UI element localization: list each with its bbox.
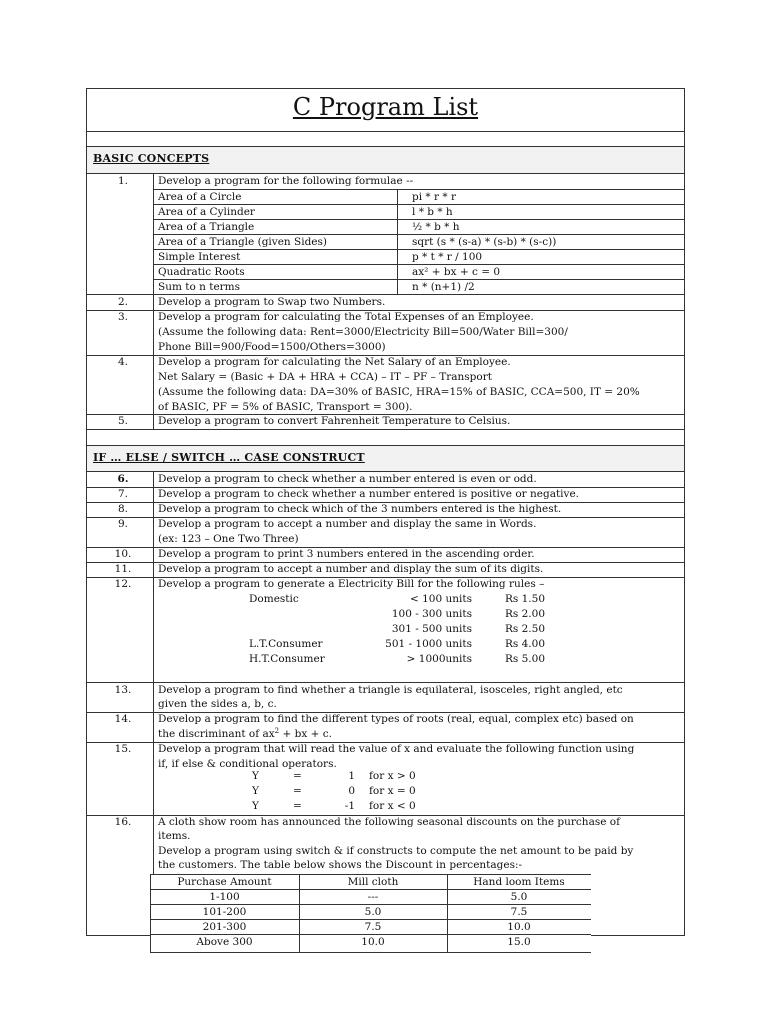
table-header-cell: Purchase Amount — [177, 876, 272, 888]
electricity-rate: Rs 2.00 — [505, 608, 546, 620]
item-text: Develop a program to Swap two Numbers. — [158, 296, 386, 308]
item-number: 15. — [114, 743, 132, 755]
table-cell: 7.5 — [364, 921, 382, 933]
rule — [87, 429, 684, 430]
table-header-cell: Hand loom Items — [473, 876, 565, 888]
function-lhs: Y — [252, 785, 259, 797]
item-number: 10. — [114, 548, 132, 560]
function-eq: = — [293, 785, 302, 797]
item-text: Develop a program to check whether a number entered is positive or negative. — [158, 488, 580, 500]
item-text: Develop a program for the following formulae -- — [158, 175, 414, 187]
item-number: 16. — [114, 816, 132, 828]
item-number: 6. — [117, 473, 129, 485]
item-text: given the sides a, b, c. — [158, 698, 277, 710]
formula-expression: n * (n+1) /2 — [412, 281, 475, 293]
formula-name: Sum to n terms — [158, 281, 241, 293]
item-number: 7. — [117, 488, 129, 500]
table-cell: 201-300 — [202, 921, 247, 933]
item-text: Develop a program to accept a number and display the sum of its digits. — [158, 563, 544, 575]
function-eq: = — [293, 770, 302, 782]
table-cell: --- — [367, 891, 379, 903]
document-page — [86, 88, 685, 936]
table-cell: 7.5 — [510, 906, 528, 918]
table-cell: 1-100 — [209, 891, 240, 903]
formula-expression: pi * r * r — [412, 191, 456, 203]
electricity-rate: Rs 4.00 — [505, 638, 546, 650]
electricity-rate: Rs 2.50 — [505, 623, 546, 635]
item-text: Develop a program for calculating the Net Salary of an Employee. — [158, 356, 511, 368]
item-text: of BASIC, PF = 5% of BASIC, Transport = 300). — [158, 401, 413, 413]
item-text: Develop a program that will read the value of x and evaluate the following function using — [158, 743, 635, 755]
table-column-rule — [447, 874, 448, 953]
electricity-range: > 1000units — [406, 653, 472, 665]
item-text: Develop a program to print 3 numbers entered in the ascending order. — [158, 548, 535, 560]
item-text: Net Salary = (Basic + DA + HRA + CCA) – IT – PF – Transport — [158, 371, 492, 383]
function-lhs: Y — [252, 770, 259, 782]
table-cell: 10.0 — [361, 936, 385, 948]
table-column-rule — [299, 874, 300, 953]
electricity-range: 501 - 1000 units — [385, 638, 472, 650]
section-basic-concepts: BASIC CONCEPTS — [93, 152, 210, 165]
electricity-rate: Rs 1.50 — [505, 593, 546, 605]
item-number: 5. — [117, 415, 129, 427]
formula-row-rule — [153, 264, 684, 265]
item-text: A cloth show room has announced the following seasonal discounts on the purchase of — [158, 816, 620, 828]
item-text: the customers. The table below shows the Discount in percentages:- — [158, 859, 523, 871]
table-header-cell: Mill cloth — [347, 876, 399, 888]
formula-expression: ax² + bx + c = 0 — [412, 266, 501, 278]
formula-row-rule — [153, 234, 684, 235]
electricity-type: L.T.Consumer — [249, 638, 323, 650]
item-text: (ex: 123 – One Two Three) — [158, 533, 299, 545]
item-text: (Assume the following data: Rent=3000/Electricity Bill=500/Water Bill=300/ — [158, 326, 568, 338]
discount-table — [150, 874, 591, 953]
item-text: Phone Bill=900/Food=1500/Others=3000) — [158, 341, 386, 353]
item-number: 13. — [114, 684, 132, 696]
formula-name: Area of a Triangle (given Sides) — [158, 236, 327, 248]
function-val: -1 — [344, 800, 355, 812]
item-text: Develop a program to find the different types of roots (real, equal, complex etc) based on — [158, 713, 634, 725]
number-column-divider — [153, 471, 154, 936]
rule — [87, 131, 684, 132]
table-row-rule — [150, 952, 591, 953]
item-text: if, if else & conditional operators. — [158, 758, 337, 770]
function-cond: for x > 0 — [369, 770, 416, 782]
electricity-rate: Rs 5.00 — [505, 653, 546, 665]
formula-row-rule — [153, 279, 684, 280]
rule — [87, 88, 684, 89]
function-eq: = — [293, 800, 302, 812]
formula-name: Quadratic Roots — [158, 266, 245, 278]
formula-expression: ½ * b * h — [412, 221, 460, 233]
item-text: Develop a program for calculating the Total Expenses of an Employee. — [158, 311, 534, 323]
function-cond: for x < 0 — [369, 800, 416, 812]
item-number: 12. — [114, 578, 132, 590]
item-number: 4. — [117, 356, 129, 368]
function-val: 0 — [348, 785, 355, 797]
electricity-type: Domestic — [249, 593, 299, 605]
table-cell: 5.0 — [364, 906, 382, 918]
function-lhs: Y — [252, 800, 259, 812]
item-number: 9. — [117, 518, 129, 530]
item-text: Develop a program to convert Fahrenheit Temperature to Celsius. — [158, 415, 511, 427]
table-cell: 5.0 — [510, 891, 528, 903]
formula-row-rule — [153, 204, 684, 205]
item-number: 14. — [114, 713, 132, 725]
table-cell: Above 300 — [196, 936, 253, 948]
item-text: (Assume the following data: DA=30% of BASIC, HRA=15% of BASIC, CCA=500, IT = 20% — [158, 386, 640, 398]
section-if-else-switch: IF … ELSE / SWITCH … CASE CONSTRUCT — [93, 451, 365, 464]
electricity-range: 100 - 300 units — [391, 608, 472, 620]
electricity-type: H.T.Consumer — [249, 653, 325, 665]
item-text: Develop a program to check whether a number entered is even or odd. — [158, 473, 537, 485]
item-number: 3. — [117, 311, 129, 323]
item-text: Develop a program to accept a number and display the same in Words. — [158, 518, 537, 530]
electricity-range: < 100 units — [409, 593, 472, 605]
formula-name: Simple Interest — [158, 251, 241, 263]
formula-row-rule — [153, 249, 684, 250]
formula-expression: p * t * r / 100 — [412, 251, 483, 263]
item-text: items. — [158, 830, 191, 842]
item-number: 8. — [117, 503, 129, 515]
formula-name: Area of a Circle — [158, 191, 242, 203]
formula-expression: l * b * h — [412, 206, 453, 218]
table-cell: 15.0 — [507, 936, 531, 948]
item-number: 11. — [114, 563, 132, 575]
item-number: 2. — [117, 296, 129, 308]
electricity-range: 301 - 500 units — [391, 623, 472, 635]
table-column-rule — [150, 874, 151, 953]
item-text: Develop a program using switch & if constructs to compute the net amount to be paid by — [158, 845, 634, 857]
item-text: Develop a program to find whether a triangle is equilateral, isosceles, right angled, etc — [158, 684, 623, 696]
item-text: Develop a program to check which of the 3 numbers entered is the highest. — [158, 503, 562, 515]
table-cell: 101-200 — [202, 906, 247, 918]
formula-name: Area of a Triangle — [158, 221, 255, 233]
function-val: 1 — [348, 770, 355, 782]
table-cell: 10.0 — [507, 921, 531, 933]
formula-name: Area of a Cylinder — [158, 206, 255, 218]
function-cond: for x = 0 — [369, 785, 416, 797]
item-number: 1. — [117, 175, 129, 187]
formula-row-rule — [153, 219, 684, 220]
item-text: Develop a program to generate a Electricity Bill for the following rules – — [158, 578, 545, 590]
item-text: the discriminant of $ax^2$ + bx + c. — [158, 727, 332, 740]
page-title: C Program List — [292, 93, 479, 121]
formula-expression: sqrt (s * (s-a) * (s-b) * (s-c)) — [412, 236, 557, 248]
